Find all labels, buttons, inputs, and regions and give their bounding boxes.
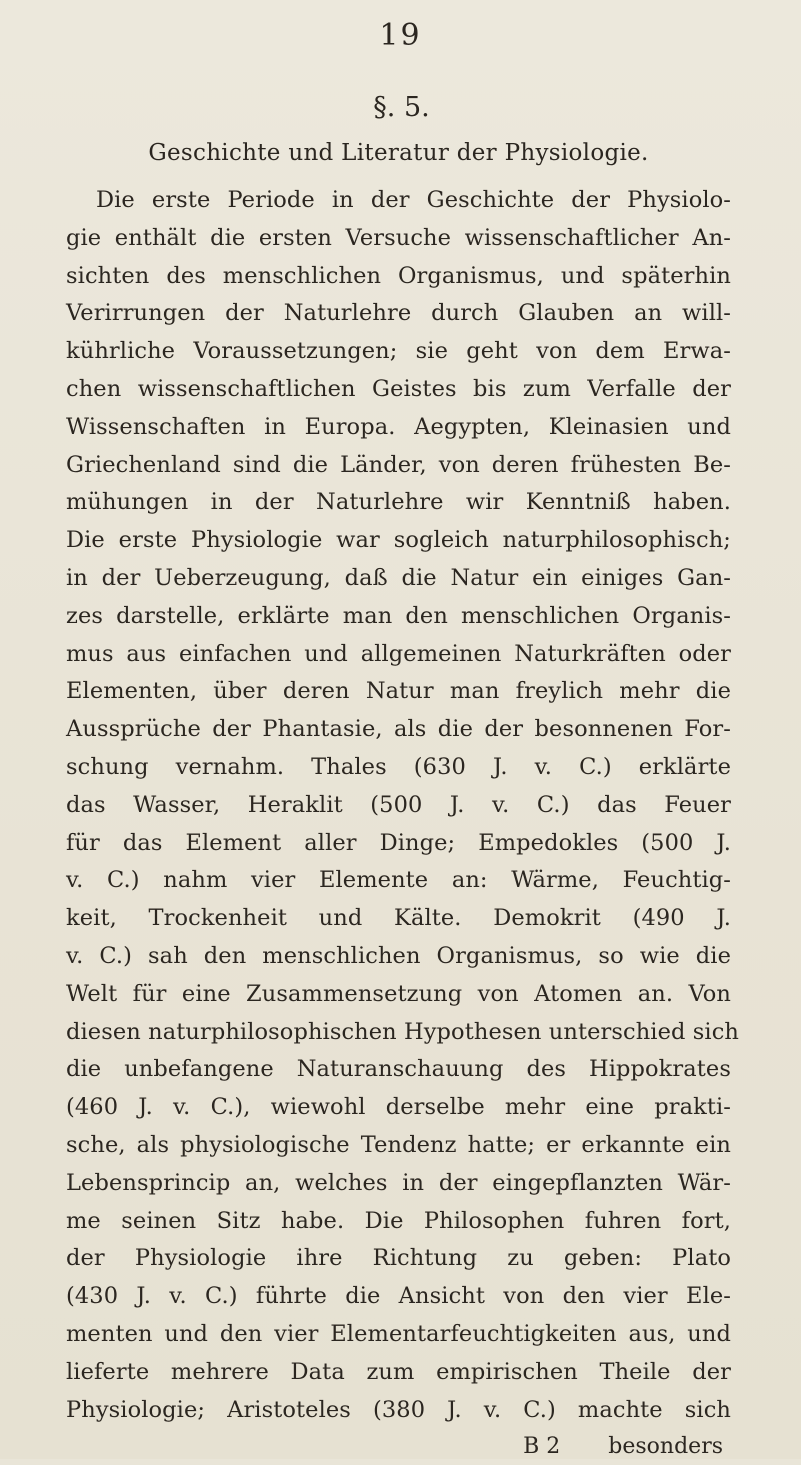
text-line: diesen naturphilosophischen Hypothesen unterschied sich [66, 1018, 739, 1045]
text-line: chen wissenschaftlichen Geistes bis zum Verfalle der [66, 375, 731, 402]
text-line: Physiologie; Aristoteles (380 J. v. C.) machte sich [66, 1396, 731, 1423]
text-line: gie enthält die ersten Versuche wissenschaftlicher An- [66, 224, 731, 251]
text-line: die unbefangene Naturanschauung des Hippokrates [66, 1056, 731, 1083]
text-line: sichten des menschlichen Organismus, und späterhin [66, 262, 731, 289]
text-line: lieferte mehrere Data zum empirischen Theile der [66, 1358, 731, 1385]
text-line: Verirrungen der Naturlehre durch Glauben an will- [66, 300, 731, 327]
text-line: me seinen Sitz habe. Die Philosophen fuhren fort, [66, 1207, 731, 1234]
text-line: kührliche Voraussetzungen; sie geht von dem Erwa- [66, 338, 731, 365]
text-line: Griechenland sind die Länder, von deren frühesten Be- [66, 451, 731, 478]
page-number: 19 [379, 18, 422, 53]
text-line: Elementen, über deren Natur man freylich mehr die [66, 678, 731, 705]
text-line: in der Ueberzeugung, daß die Natur ein einiges Gan- [66, 564, 731, 591]
text-line: mus aus einfachen und allgemeinen Naturkräften oder [66, 640, 731, 667]
text-line: Die erste Periode in der Geschichte der Physiolo- [96, 187, 731, 213]
text-line: mühungen in der Naturlehre wir Kenntniß haben. [66, 489, 731, 516]
text-line: keit, Trockenheit und Kälte. Demokrit (490 J. [66, 905, 731, 932]
body-text [66, 182, 739, 1429]
text-line: zes darstelle, erklärte man den menschlichen Organis- [66, 602, 731, 629]
signature-mark: B 2 [523, 1434, 561, 1460]
text-line: das Wasser, Heraklit (500 J. v. C.) das Feuer [66, 791, 731, 818]
text-line: Wissenschaften in Europa. Aegypten, Kleinasien und [66, 413, 731, 440]
text-line: Lebensprincip an, welches in der eingepflanzten Wär- [66, 1169, 731, 1196]
section-mark: §. 5. [373, 92, 430, 123]
page-footer [66, 1429, 731, 1465]
text-line: für das Element aller Dinge; Empedokles (500 J. [66, 829, 731, 856]
text-line: Aussprüche der Phantasie, als die der besonnenen For- [66, 716, 731, 743]
text-line: v. C.) sah den menschlichen Organismus, so wie die [66, 942, 731, 969]
text-line: menten und den vier Elementarfeuchtigkeiten aus, und [66, 1320, 731, 1347]
text-line: der Physiologie ihre Richtung zu geben: Plato [66, 1245, 731, 1272]
text-line: (430 J. v. C.) führte die Ansicht von den vier Ele- [66, 1283, 731, 1310]
catchword: besonders [608, 1434, 723, 1460]
text-line: sche, als physiologische Tendenz hatte; er erkannte ein [66, 1131, 731, 1158]
text-line: Die erste Physiologie war sogleich naturphilosophisch; [66, 527, 731, 554]
text-line: v. C.) nahm vier Elemente an: Wärme, Feuchtig- [66, 867, 731, 894]
text-line: schung vernahm. Thales (630 J. v. C.) erklärte [66, 753, 731, 780]
text-line: (460 J. v. C.), wiewohl derselbe mehr eine prakti- [66, 1094, 731, 1121]
text-line: Welt für eine Zusammensetzung von Atomen an. Von [66, 980, 731, 1007]
section-title: Geschichte und Literatur der Physiologie. [148, 140, 649, 166]
